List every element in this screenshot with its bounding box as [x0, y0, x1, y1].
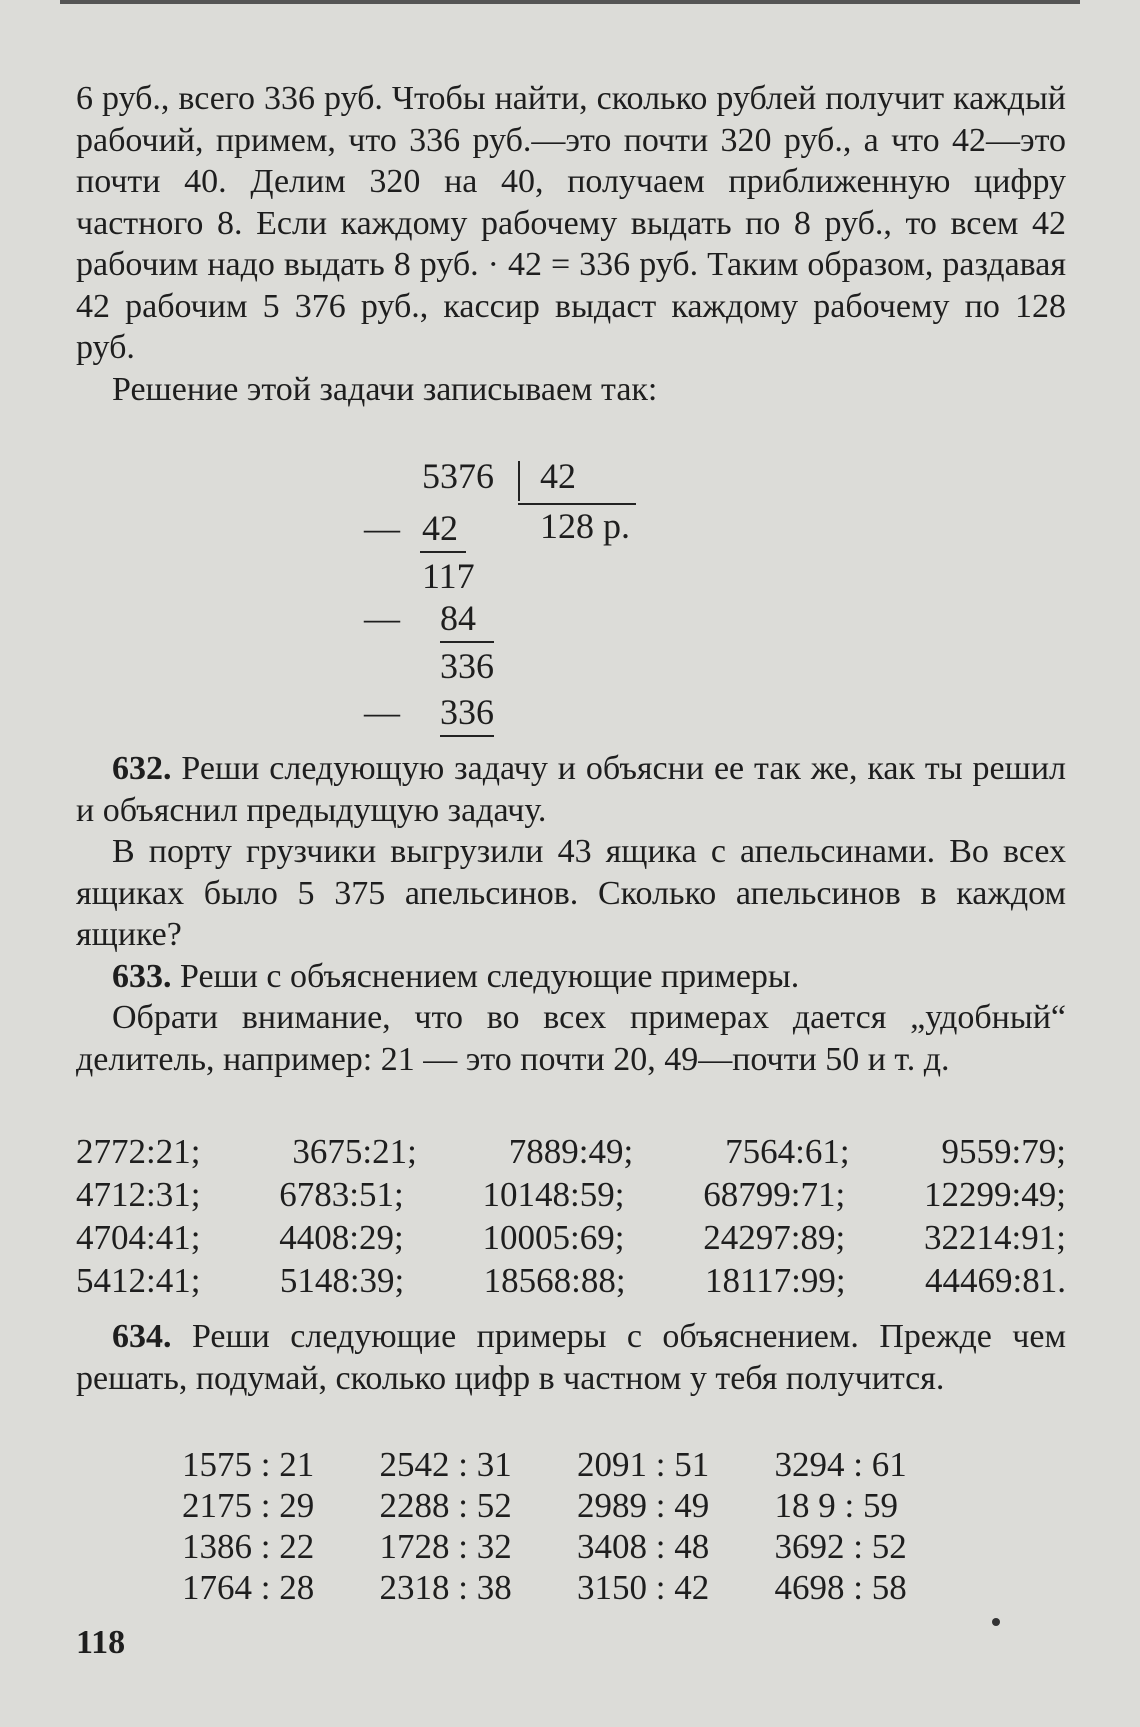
example: 4408:29;	[279, 1218, 404, 1257]
example-row	[182, 1526, 972, 1567]
step-line	[440, 735, 494, 737]
example: 5412:41;	[76, 1261, 201, 1300]
example-row	[182, 1485, 972, 1526]
example: 3150 : 42	[577, 1568, 710, 1607]
example: 44469:81.	[925, 1261, 1066, 1300]
step-line	[420, 551, 466, 553]
task-number: 632.	[112, 750, 172, 787]
example: 4712:31;	[76, 1175, 201, 1214]
task-633-note: Обрати внимание, что во всех примерах дается „удобный“ делитель, например: 21 — это почти 20, 49—почти 50 и т. д.	[76, 999, 1066, 1078]
minus-sign: —	[364, 508, 400, 548]
example: 2542 : 31	[379, 1445, 512, 1484]
main-text	[76, 78, 1066, 410]
example: 12299:49;	[924, 1175, 1066, 1214]
example: 3675:21;	[292, 1132, 417, 1171]
example: 3294 : 61	[774, 1445, 907, 1484]
example-row	[76, 1216, 1066, 1259]
tasks-text	[76, 748, 1066, 1080]
example: 6783:51;	[279, 1175, 404, 1214]
task-text: Реши с объяснением следующие примеры.	[180, 957, 800, 995]
step-value: 336	[440, 692, 494, 732]
example: 32214:91;	[924, 1218, 1066, 1257]
example: 24297:89;	[703, 1218, 846, 1257]
task-number: 633.	[112, 957, 172, 995]
example-row	[182, 1444, 972, 1485]
task-text: Реши следующие примеры с объяснением. Прежде чем решать, подумай, сколько цифр в частном у тебя получится.	[76, 1318, 1066, 1397]
example-row	[76, 1130, 1066, 1173]
step-value: 42	[422, 508, 458, 548]
dividend: 5376	[422, 456, 494, 496]
task-634-text	[76, 1316, 1066, 1399]
example: 5148:39;	[279, 1261, 405, 1300]
step-value: 117	[422, 556, 475, 596]
example: 2989 : 49	[577, 1486, 710, 1525]
example: 2175 : 29	[182, 1486, 315, 1525]
example: 4704:41;	[76, 1218, 201, 1257]
task-633	[76, 956, 1066, 998]
minus-sign: —	[364, 692, 400, 732]
example: 10148:59;	[482, 1175, 625, 1214]
example: 10005:69;	[482, 1218, 625, 1257]
top-edge-line	[60, 0, 1080, 4]
page-number: 118	[76, 1624, 126, 1661]
example: 2091 : 51	[577, 1445, 710, 1484]
example: 3408 : 48	[577, 1527, 710, 1566]
divisor: 42	[540, 456, 576, 496]
division-bar	[518, 461, 520, 501]
example: 7889:49;	[508, 1132, 634, 1171]
intro-paragraph: 6 руб., всего 336 руб. Чтобы найти, сколько рублей получит каждый рабочий, примем, что 336 руб.—это почти 320 руб., а что 42—это почти 40. Делим 320 на 40, получаем приближенную цифру частного 8. Если каждому рабочему выдать по 8 руб., то всем 42 рабочим надо выдать 8 руб. · 42 = 336 руб. Таким образом, раздавая 42 рабочим 5 376 руб., кассир выдаст каждому рабочему по 128 руб.	[76, 80, 1066, 366]
example-row	[76, 1259, 1066, 1302]
example: 18 9 : 59	[774, 1486, 898, 1525]
task-text: Реши следующую задачу и объясни ее так же, как ты решил и объяснил предыдущую задачу.	[76, 750, 1066, 829]
minus-sign: —	[364, 598, 400, 638]
solution-line: Решение этой задачи записываем так:	[112, 370, 658, 408]
example: 4698 : 58	[774, 1568, 907, 1607]
task-634	[76, 1316, 1066, 1399]
example-row	[182, 1567, 972, 1608]
example: 18117:99;	[704, 1261, 846, 1300]
example: 2288 : 52	[379, 1486, 512, 1525]
step-value: 336	[440, 646, 494, 686]
task-number: 634.	[112, 1318, 172, 1355]
example: 3692 : 52	[774, 1527, 907, 1566]
example: 1728 : 32	[379, 1527, 512, 1566]
task-632-problem: В порту грузчики выгрузили 43 ящика с апельсинами. Во всех ящиках было 5 375 апельсинов. Сколько апельсинов в каждом ящике?	[76, 833, 1066, 953]
example: 7564:61;	[725, 1132, 850, 1171]
example: 68799:71;	[703, 1175, 846, 1214]
example: 2772:21;	[76, 1132, 201, 1171]
example: 1386 : 22	[182, 1527, 315, 1566]
example: 9559:79;	[941, 1132, 1066, 1171]
example: 1764 : 28	[182, 1568, 315, 1607]
ink-dot	[992, 1618, 1000, 1626]
example: 2318 : 38	[379, 1568, 512, 1607]
examples-634	[182, 1444, 972, 1608]
example-row	[76, 1173, 1066, 1216]
task-632	[76, 748, 1066, 831]
examples-633	[76, 1130, 1066, 1302]
long-division	[364, 455, 720, 745]
step-value: 84	[440, 598, 476, 638]
step-line	[440, 641, 494, 643]
quotient: 128 р.	[540, 506, 630, 546]
example: 1575 : 21	[182, 1445, 315, 1484]
example: 18568:88;	[483, 1261, 626, 1300]
